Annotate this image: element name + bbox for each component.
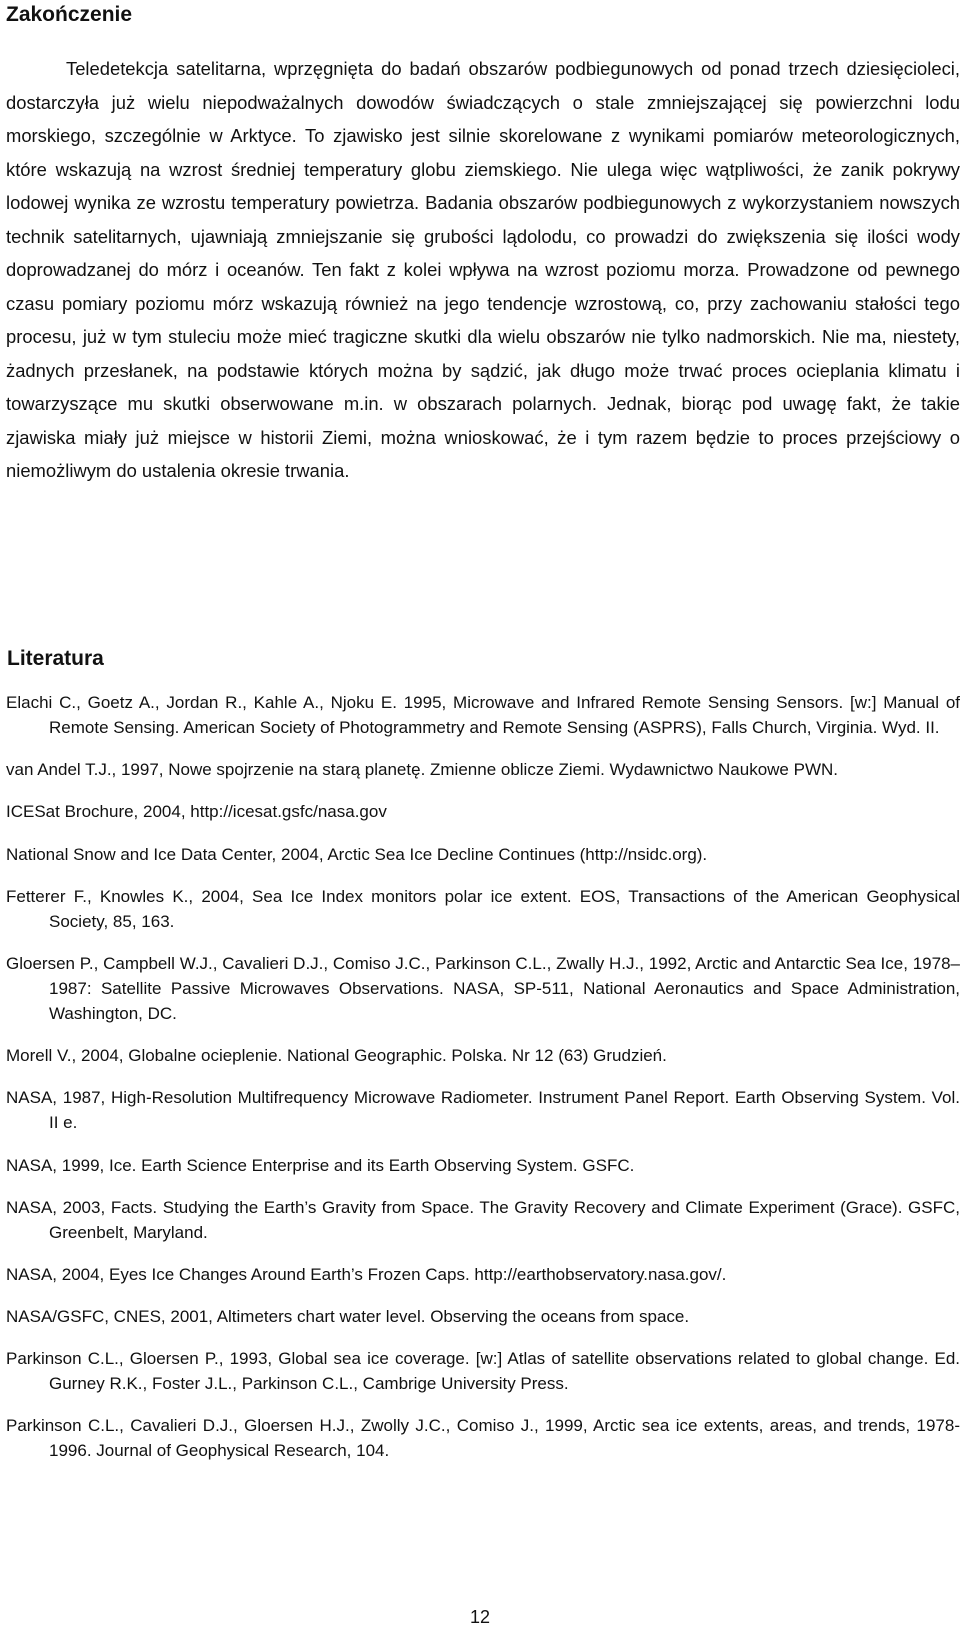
reference-item: Parkinson C.L., Gloersen P., 1993, Global sea ice coverage. [w:] Atlas of satellite observations related to global change. Ed. Gurney R.K., Foster J.L., Parkinson C.L., Cambrige University Press.: [6, 1349, 960, 1394]
reference-item: Parkinson C.L., Cavalieri D.J., Gloersen H.J., Zwolly J.C., Comiso J., 1999, Arctic sea ice extents, areas, and trends, 1978-1996. Journal of Geophysical Research, 104.: [6, 1416, 960, 1461]
reference-item: NASA/GSFC, CNES, 2001, Altimeters chart water level. Observing the oceans from space.: [6, 1307, 690, 1327]
reference-item: NASA, 1987, High-Resolution Multifrequency Microwave Radiometer. Instrument Panel Report. Earth Observing System. Vol. II e.: [6, 1088, 960, 1133]
reference-item: ICESat Brochure, 2004, http://icesat.gsfc/nasa.gov: [6, 802, 387, 822]
reference-item: Gloersen P., Campbell W.J., Cavalieri D.J., Comiso J.C., Parkinson C.L., Zwally H.J., 1992, Arctic and Antarctic Sea Ice, 1978–1987: Satellite Passive Microwaves Observations. NASA, SP-511, National Aeronautics and Space Administration, Washington, DC.: [6, 953, 960, 1023]
page-number: 12: [469, 1607, 491, 1627]
conclusion-heading: Zakończenie: [6, 3, 133, 26]
conclusion-paragraph: Teledetekcja satelitarna, wprzęgnięta do badań obszarów podbiegunowych od ponad trzech dziesięcioleci, dostarczyła już wielu niepodważalnych dowodów świadczących o stale zmniejszającej się powierzchni lodu morskiego, szczególnie w Arktyce. To zjawisko jest silnie skorelowane z wynikami pomiarów meteorologicznych, które wskazują na wzrost średniej temperatury globu ziemskiego. Nie ulega więc wątpliwości, że zanik pokrywy lodowej wynika ze wzrostu temperatury powietrza. Badania obszarów podbiegunowych z wykorzystaniem nowszych technik satelitarnych, ujawniają zmniejszanie się grubości lądolodu, co prowadzi do zwiększenia się ilości wody doprowadzanej do mórz i oceanów. Ten fakt z kolei wpływa na wzrost poziomu morza. Prowadzone od pewnego czasu pomiary poziomu mórz wskazują również na jego tendencje wzrostową, co, przy zachowaniu stałości tego procesu, już w tym stuleciu może mieć tragiczne skutki dla wielu obszarów nie tylko nadmorskich. Nie ma, niestety, żadnych przesłanek, na podstawie których można by sądzić, jak długo może trwać proces ocieplania klimatu i towarzyszące mu skutki obserwowane m.in. w obszarach polarnych. Jednak, biorąc pod uwagę fakt, że takie zjawiska miały już miejsce w historii Ziemi, można wnioskować, że i tym razem będzie to proces przejściowy o niemożliwym do ustalenia okresie trwania.: [6, 58, 960, 481]
reference-list: [6, 690, 960, 1481]
reference-item: Elachi C., Goetz A., Jordan R., Kahle A., Njoku E. 1995, Microwave and Infrared Remote Sensing Sensors. [w:] Manual of Remote Sensing. American Society of Photogrammetry and Remote Sensing (ASPRS), Falls Church, Virginia. Wyd. II.: [6, 693, 960, 737]
reference-item: National Snow and Ice Data Center, 2004, Arctic Sea Ice Decline Continues (http://nsidc.org).: [6, 844, 708, 864]
reference-item: NASA, 1999, Ice. Earth Science Enterprise and its Earth Observing System. GSFC.: [6, 1155, 635, 1175]
reference-item: van Andel T.J., 1997, Nowe spojrzenie na starą planetę. Zmienne oblicze Ziemi. Wydawnictwo Naukowe PWN.: [6, 760, 838, 780]
reference-item: NASA, 2003, Facts. Studying the Earth’s Gravity from Space. The Gravity Recovery and Climate Experiment (Grace). GSFC, Greenbelt, Maryland.: [6, 1197, 960, 1242]
reference-item: NASA, 2004, Eyes Ice Changes Around Earth’s Frozen Caps. http://earthobservatory.nasa.gov/.: [6, 1264, 727, 1284]
reference-item: Fetterer F., Knowles K., 2004, Sea Ice Index monitors polar ice extent. EOS, Transactions of the American Geophysical Society, 85, 163.: [6, 886, 960, 931]
literature-heading: Literatura: [7, 647, 104, 670]
reference-item: Morell V., 2004, Globalne ocieplenie. National Geographic. Polska. Nr 12 (63) Grudzień.: [6, 1046, 667, 1066]
